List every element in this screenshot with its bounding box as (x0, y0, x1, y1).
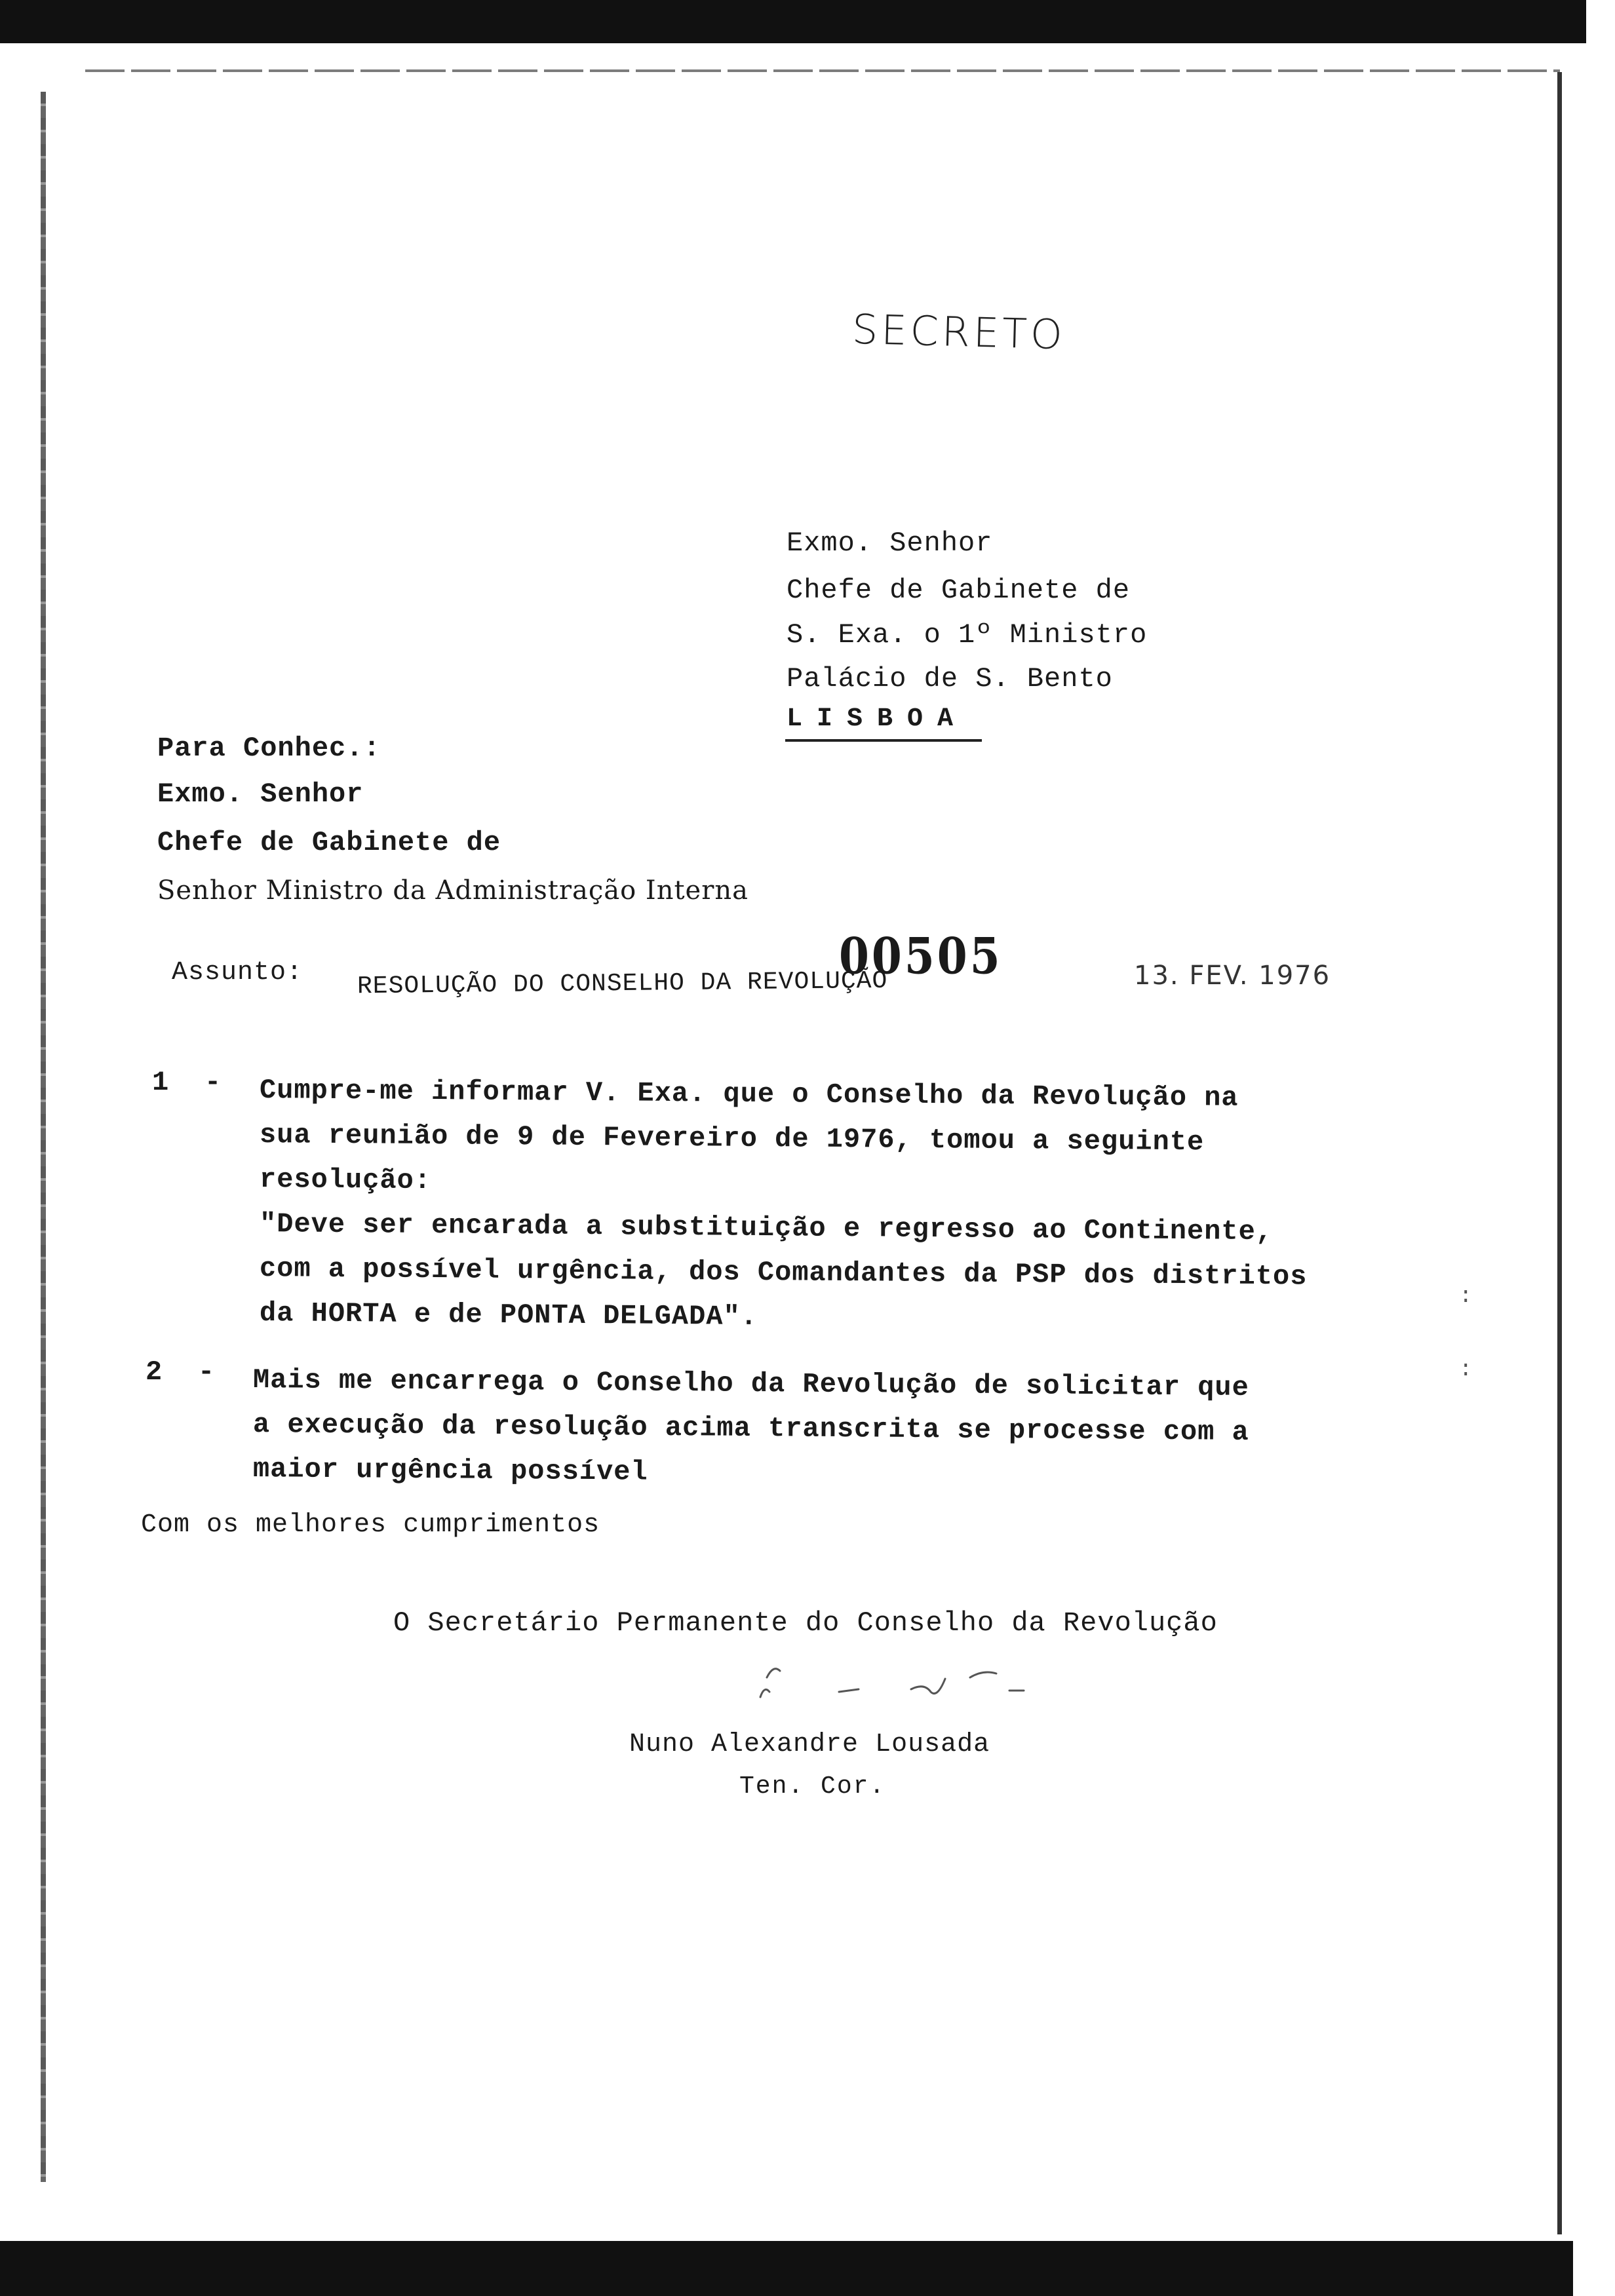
date-stamp: 13. FEV. 1976 (1134, 961, 1331, 991)
item-line: maior urgência possível (252, 1453, 648, 1488)
cc-line: Exmo. Senhor (157, 778, 364, 810)
recipient-line: Exmo. Senhor (787, 527, 993, 559)
item-line: Cumpre-me informar V. Exa. que o Conselho da Revolução na (259, 1075, 1239, 1114)
closing-text: Com os melhores cumprimentos (141, 1510, 600, 1540)
recipient-city: LISBOA (787, 704, 968, 734)
item-number: 1 (152, 1067, 169, 1098)
item-line: resolução: (259, 1164, 432, 1197)
page-top-edge (85, 69, 1560, 72)
item-line: da HORTA e de PONTA DELGADA". (259, 1297, 758, 1333)
recipient-line: Palácio de S. Bento (787, 663, 1113, 695)
item-line: sua reunião de 9 de Fevereiro de 1976, tomou a seguinte (259, 1119, 1205, 1158)
recipient-line: S. Exa. o 1º Ministro (787, 619, 1148, 651)
page-right-edge (1557, 72, 1562, 2234)
scan-border-bottom (0, 2241, 1573, 2296)
margin-mark: : (1459, 1358, 1473, 1383)
item-line: a execução da resolução acima transcrita se processe com a (252, 1409, 1249, 1448)
scan-border-top (0, 0, 1586, 43)
subject-text: RESOLUÇÃO DO CONSELHO DA REVOLUÇÃO (357, 966, 888, 1001)
signatory-rank: Ten. Cor. (739, 1772, 886, 1801)
signature-scribble (714, 1651, 1081, 1723)
item-dash: - (204, 1067, 222, 1098)
city-underline (785, 739, 982, 742)
recipient-line: Chefe de Gabinete de (787, 575, 1131, 606)
registry-number-stamp: 00505 (839, 927, 1003, 985)
subject-label: Assunto: (172, 958, 303, 987)
item-number: 2 (146, 1356, 163, 1388)
cc-line: Senhor Ministro da Administração Interna (157, 875, 749, 906)
cc-line: Chefe de Gabinete de (157, 827, 501, 858)
margin-mark: : (1459, 1284, 1473, 1309)
signatory-title: O Secretário Permanente do Conselho da Revolução (393, 1607, 1218, 1639)
item-dash: - (198, 1356, 215, 1388)
cc-line: Para Conhec.: (157, 733, 381, 764)
item-line: com a possível urgência, dos Comandantes da PSP dos distritos (259, 1253, 1308, 1293)
page-left-edge (41, 92, 46, 2182)
signatory-name: Nuno Alexandre Lousada (629, 1730, 990, 1759)
item-line: Mais me encarrega o Conselho da Revolução de solicitar que (252, 1364, 1249, 1404)
item-line: "Deve ser encarada a substituição e regresso ao Continente, (259, 1208, 1274, 1248)
classification-stamp: SECRETO (851, 305, 1066, 359)
